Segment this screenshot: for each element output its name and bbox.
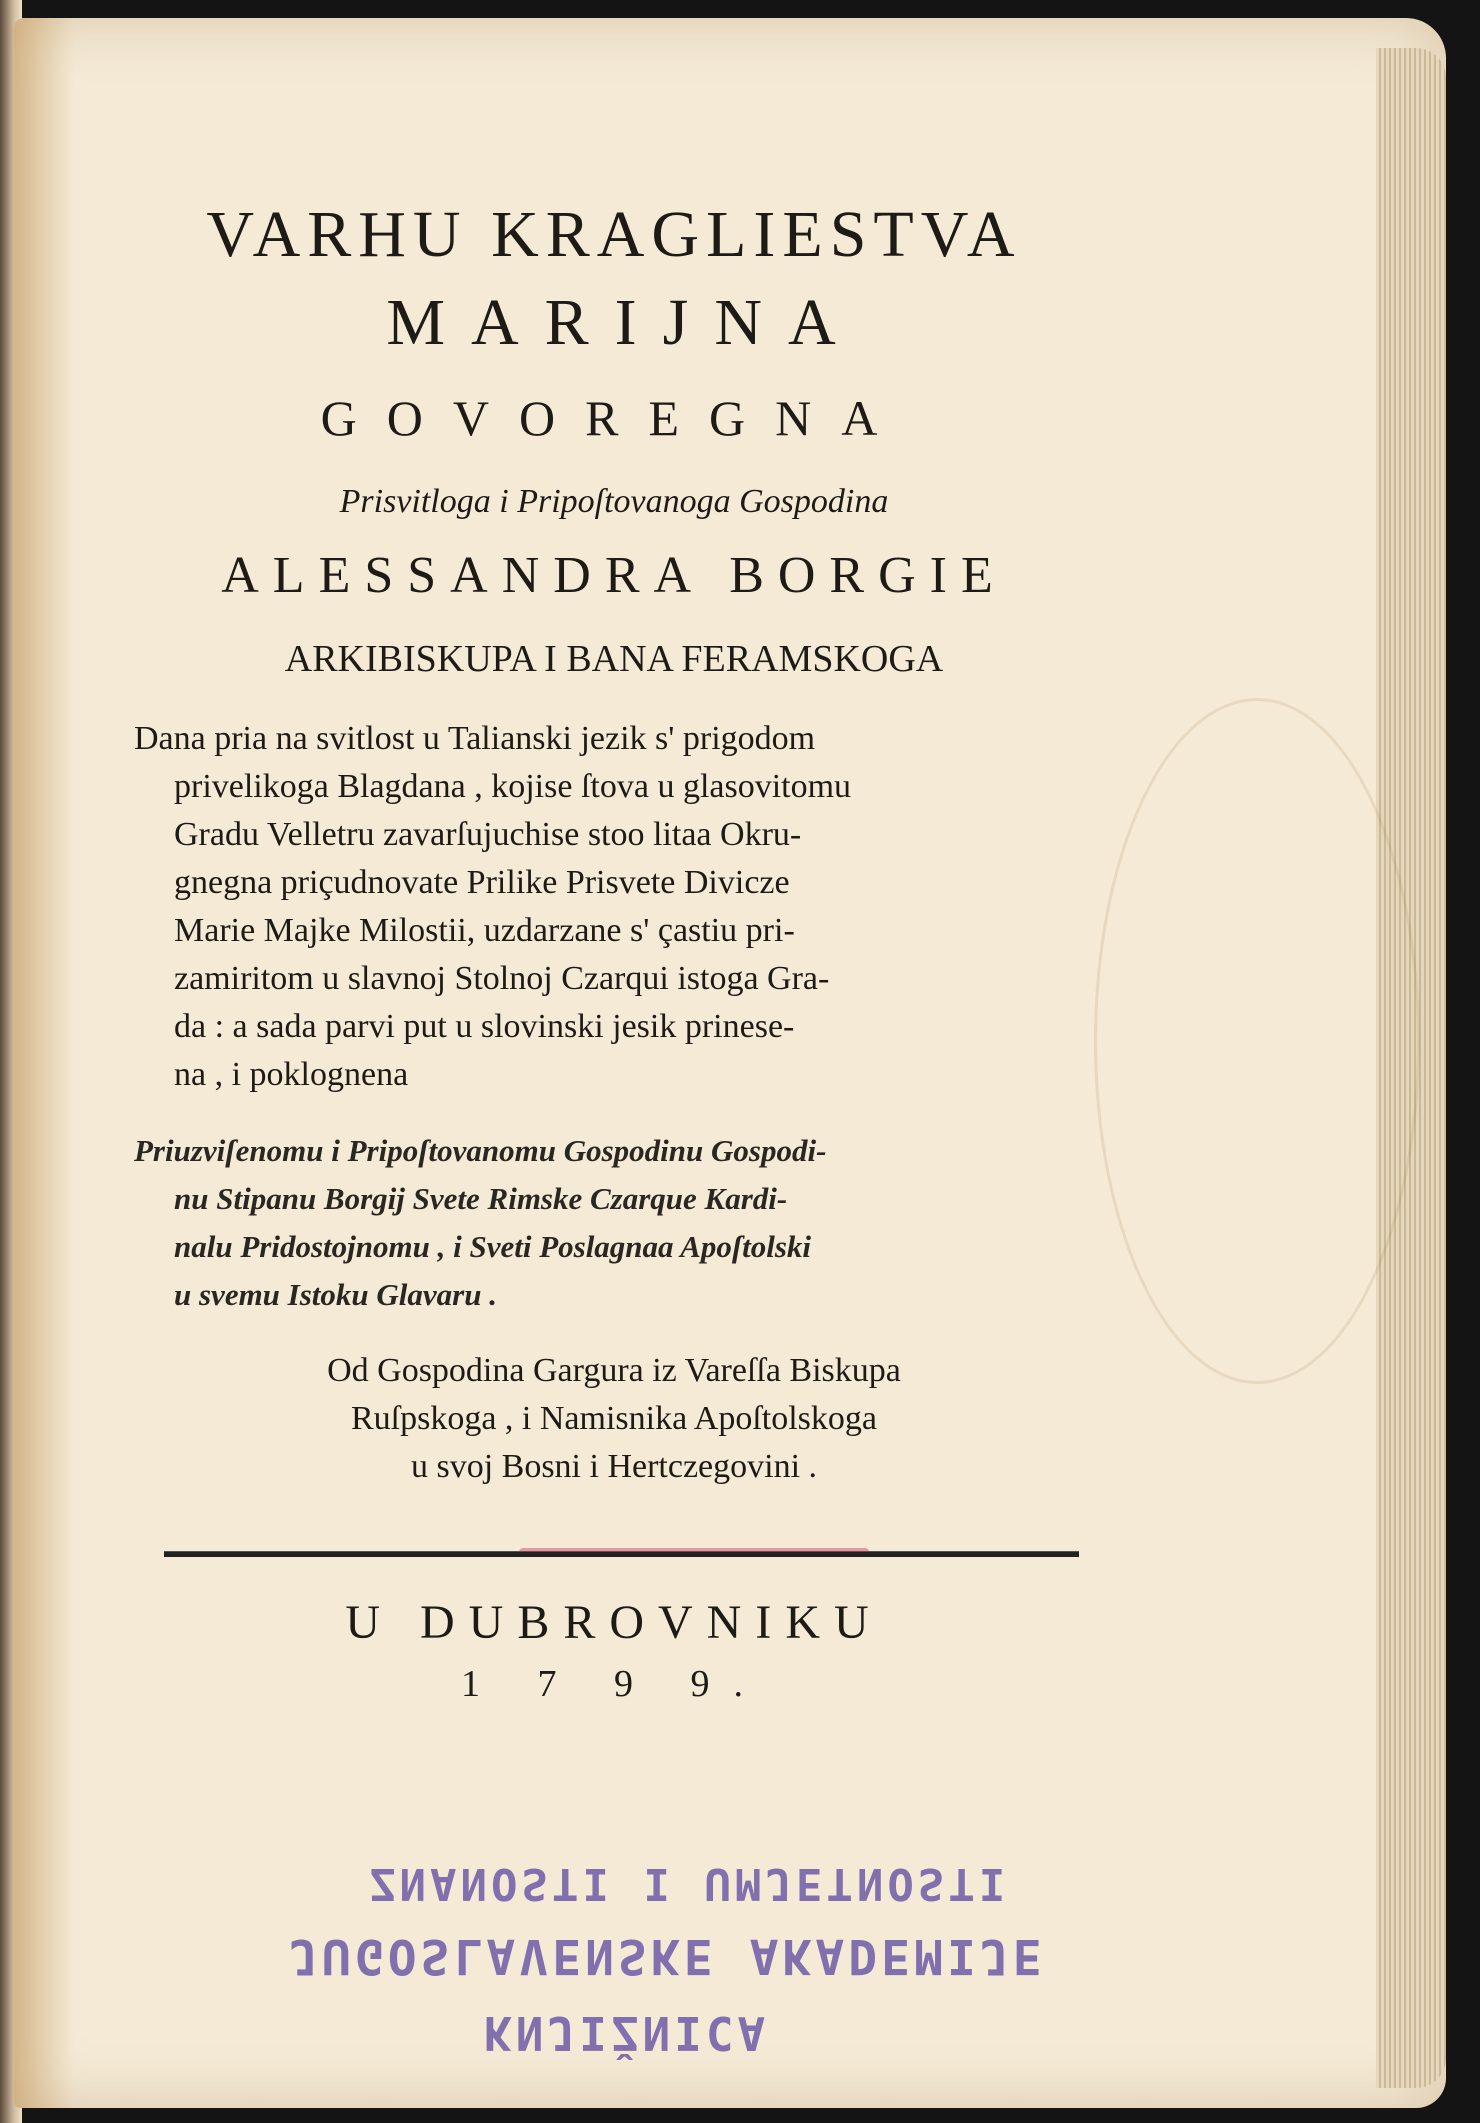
subtitle-italic: Prisvitloga i Pripoſtovanoga Gospodina xyxy=(339,483,889,520)
title-page xyxy=(14,18,1446,2108)
body-line: Marie Majke Milostii, uzdarzane s' çastiu pri- xyxy=(174,912,795,949)
stamp-line-2: JUGOSLAVENSKE AKADEMIJE xyxy=(289,1928,1046,1984)
dedication-line: Priuzviſenomu i Pripoſtovanomu Gospodinu Gospodi- xyxy=(134,1133,827,1168)
body-line: zamiritom u slavnoj Stolnoj Czarqui istoga Gra- xyxy=(174,960,830,997)
imprint-year: 1 7 9 9. xyxy=(461,1663,767,1705)
title-line-3: GOVOREGNA xyxy=(320,390,908,446)
author-name: ALESSANDRA BORGIE xyxy=(221,547,1007,604)
description-paragraph xyxy=(134,715,1094,1099)
author-title: ARKIBISKUPA I BANA FERAMSKOGA xyxy=(284,638,944,680)
translator-paragraph xyxy=(134,1347,1094,1491)
body-line: gnegna priçudnovate Prilike Prisvete Divicze xyxy=(174,864,790,901)
title-line-2: MARIJNA xyxy=(386,286,862,359)
dedication-line: nu Stipanu Borgij Svete Rimske Czarque Kardi- xyxy=(174,1181,788,1216)
body-line: privelikoga Blagdana , kojise ſtova u glasovitomu xyxy=(174,768,852,805)
water-stain xyxy=(1094,698,1420,1384)
stamp-line-3: KNJIŽNICA xyxy=(484,2006,770,2060)
body-line: Gradu Velletru zavarſujuchise stoo litaa Okru- xyxy=(174,816,802,853)
horizontal-rule xyxy=(164,1551,1079,1557)
body-line: Dana pria na svitlost u Talianski jezik s' prigodom xyxy=(134,720,816,757)
dedication-paragraph xyxy=(134,1127,1094,1319)
translator-line: Od Gospodina Gargura iz Vareſſa Biskupa xyxy=(327,1352,901,1389)
dedication-line: nalu Pridostojnomu , i Sveti Poslagnaa Apoſtolski xyxy=(174,1229,812,1264)
title-page-text xyxy=(134,193,1094,1706)
dedication-line: u svemu Istoku Glavaru . xyxy=(174,1277,497,1312)
body-line: da : a sada parvi put u slovinski jesik prinese- xyxy=(174,1008,795,1045)
translator-line: Ruſpskoga , i Namisnika Apoſtolskoga xyxy=(350,1400,878,1437)
title-line-1: VARHU KRAGLIESTVA xyxy=(206,198,1022,271)
library-stamp xyxy=(289,1858,1046,2088)
body-line: na , i poklognena xyxy=(174,1056,409,1093)
stamp-line-1: ZNANOSTI I UMJETNOSTI xyxy=(369,1858,1010,1909)
translator-line: u svoj Bosni i Hertczegovini . xyxy=(410,1448,818,1485)
imprint-place: U DUBROVNIKU xyxy=(345,1596,883,1649)
